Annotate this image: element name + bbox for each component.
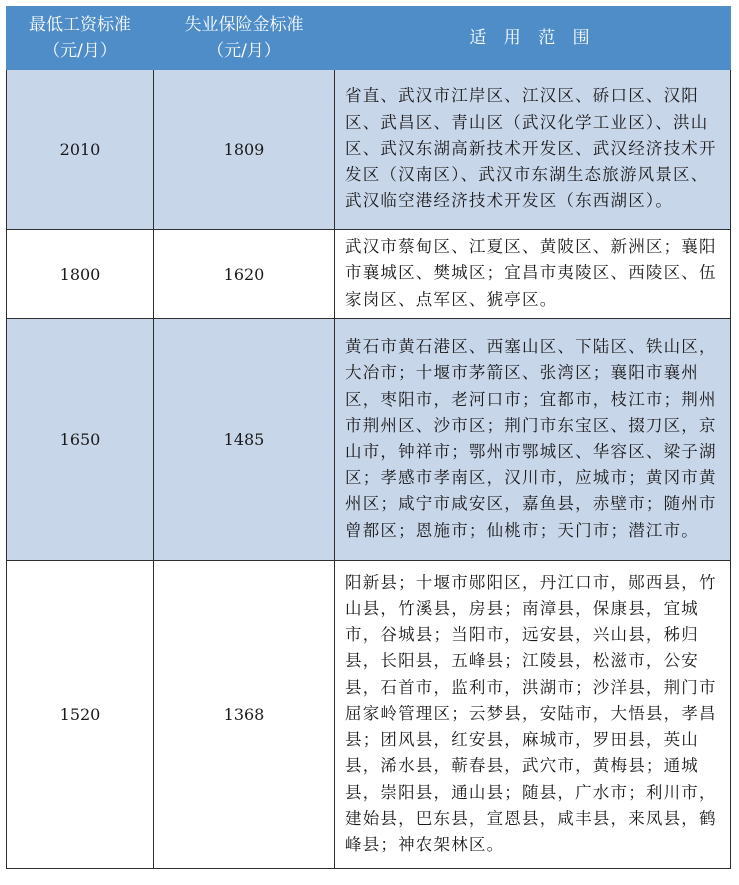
header-min-wage-unit: （元/月） [43, 41, 117, 61]
min-wage-cell: 2010 [7, 70, 154, 230]
table-row [7, 319, 731, 561]
header-row [7, 7, 731, 70]
wage-standards-table [6, 6, 731, 869]
unemployment-cell: 1368 [154, 561, 335, 869]
min-wage-cell: 1800 [7, 230, 154, 319]
min-wage-cell: 1520 [7, 561, 154, 869]
header-unemployment [154, 7, 335, 70]
unemployment-cell: 1620 [154, 230, 335, 319]
scope-cell: 武汉市蔡甸区、江夏区、黄陂区、新洲区；襄阳市襄城区、樊城区；宜昌市夷陵区、西陵区、伍家岗区、点军区、猇亭区。 [335, 230, 731, 319]
header-unemployment-title: 失业保险金标准 [184, 15, 304, 35]
scope-cell: 阳新县；十堰市郧阳区，丹江口市，郧西县，竹山县，竹溪县，房县；南漳县，保康县，宜城市，谷城县；当阳市，远安县，兴山县，秭归县，长阳县，五峰县；江陵县，松滋市，公安县，石首市，监利市，洪湖市；沙洋县，荆门市屈家岭管理区；云梦县，安陆市，大悟县，孝昌县；团风县，红安县，麻城市，罗田县，英山县，浠水县，蕲春县，武穴市，黄梅县；通城县，崇阳县，通山县；随县，广水市；利川市，建始县，巴东县，宣恩县，咸丰县，来凤县，鹤峰县；神农架林区。 [335, 561, 731, 869]
header-unemployment-unit: （元/月） [207, 41, 281, 61]
unemployment-cell: 1485 [154, 319, 335, 561]
table-row [7, 70, 731, 230]
header-scope: 适 用 范 围 [335, 7, 731, 70]
header-min-wage [7, 7, 154, 70]
table-row [7, 230, 731, 319]
table-body [7, 70, 731, 869]
unemployment-cell: 1809 [154, 70, 335, 230]
scope-cell: 黄石市黄石港区、西塞山区、下陆区、铁山区，大冶市；十堰市茅箭区、张湾区；襄阳市襄州区，枣阳市，老河口市；宜都市，枝江市；荆州市荆州区、沙市区；荆门市东宝区、掇刀区，京山市，钟祥市；鄂州市鄂城区、华容区、梁子湖区；孝感市孝南区，汉川市，应城市；黄冈市黄州区；咸宁市咸安区，嘉鱼县，赤壁市；随州市曾都区；恩施市；仙桃市；天门市；潜江市。 [335, 319, 731, 561]
table-header [7, 7, 731, 70]
header-min-wage-title: 最低工资标准 [29, 15, 131, 35]
min-wage-cell: 1650 [7, 319, 154, 561]
table-row [7, 561, 731, 869]
scope-cell: 省直、武汉市江岸区、江汉区、硚口区、汉阳区、武昌区、青山区（武汉化学工业区）、洪山区、武汉东湖高新技术开发区、武汉经济技术开发区（汉南区）、武汉市东湖生态旅游风景区、武汉临空港经济技术开发区（东西湖区）。 [335, 70, 731, 230]
